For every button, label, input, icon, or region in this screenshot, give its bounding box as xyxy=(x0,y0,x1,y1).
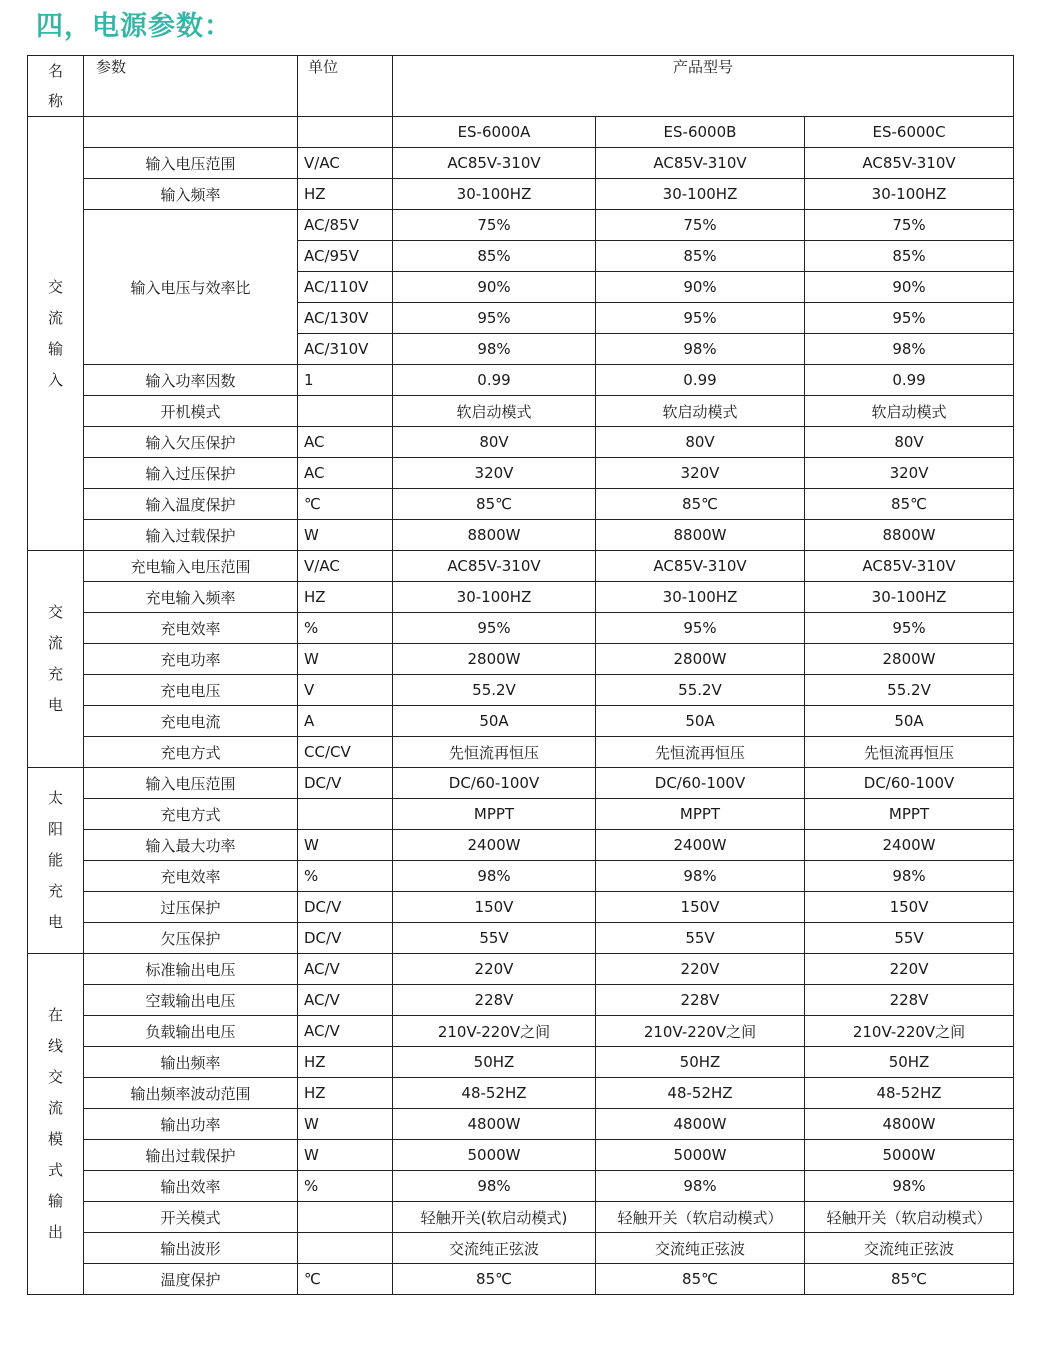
unit-cell: AC/V xyxy=(298,1016,393,1047)
value-cell: 55V xyxy=(805,923,1014,954)
value-cell: 150V xyxy=(805,892,1014,923)
value-cell: 98% xyxy=(393,861,596,892)
table-row xyxy=(28,644,1014,675)
value-cell: AC85V-310V xyxy=(393,551,596,582)
value-cell: 4800W xyxy=(393,1109,596,1140)
value-cell: 30-100HZ xyxy=(596,582,805,613)
table-row xyxy=(28,1233,1014,1264)
value-cell: 220V xyxy=(596,954,805,985)
power-spec-table xyxy=(27,55,1014,1295)
value-cell: 150V xyxy=(596,892,805,923)
value-cell: 30-100HZ xyxy=(393,582,596,613)
value-cell: 85℃ xyxy=(805,1264,1014,1295)
table-row xyxy=(28,706,1014,737)
param-name: 开机模式 xyxy=(84,396,298,427)
unit-cell: AC xyxy=(298,458,393,489)
value-cell: 75% xyxy=(596,210,805,241)
param-name: 输出频率 xyxy=(84,1047,298,1078)
value-cell: 80V xyxy=(393,427,596,458)
param-name: 充电输入频率 xyxy=(84,582,298,613)
unit-cell xyxy=(298,1233,393,1264)
value-cell: 98% xyxy=(596,1171,805,1202)
value-cell: 90% xyxy=(393,272,596,303)
value-cell: 320V xyxy=(805,458,1014,489)
value-cell: 85℃ xyxy=(596,1264,805,1295)
param-name: 充电方式 xyxy=(84,737,298,768)
table-row xyxy=(28,1171,1014,1202)
param-name: 充电效率 xyxy=(84,613,298,644)
value-cell: DC/60-100V xyxy=(805,768,1014,799)
unit-cell: DC/V xyxy=(298,892,393,923)
table-row xyxy=(28,1078,1014,1109)
value-cell: 210V-220V之间 xyxy=(805,1016,1014,1047)
value-cell: 220V xyxy=(805,954,1014,985)
value-cell: 软启动模式 xyxy=(805,396,1014,427)
value-cell: 95% xyxy=(393,613,596,644)
table-row xyxy=(28,799,1014,830)
value-cell: 98% xyxy=(805,861,1014,892)
unit-cell: % xyxy=(298,1171,393,1202)
unit-cell: HZ xyxy=(298,1078,393,1109)
value-cell: AC85V-310V xyxy=(805,551,1014,582)
param-name: 输出波形 xyxy=(84,1233,298,1264)
header-param: 参数 xyxy=(84,56,298,117)
param-name: 充电输入电压范围 xyxy=(84,551,298,582)
unit-cell: AC/110V xyxy=(298,272,393,303)
category-cell-1 xyxy=(28,551,84,768)
unit-cell: ℃ xyxy=(298,489,393,520)
value-cell: 轻触开关（软启动模式） xyxy=(805,1202,1014,1233)
value-cell: 软启动模式 xyxy=(393,396,596,427)
section-heading: 四，电源参数： xyxy=(36,11,232,42)
value-cell: 98% xyxy=(805,334,1014,365)
value-cell: 软启动模式 xyxy=(596,396,805,427)
param-name: 充电方式 xyxy=(84,799,298,830)
unit-cell: % xyxy=(298,613,393,644)
category-label: 太阳能充电 xyxy=(47,789,63,931)
value-cell: 2400W xyxy=(805,830,1014,861)
table-row xyxy=(28,365,1014,396)
param-name: 输入过载保护 xyxy=(84,520,298,551)
table-row xyxy=(28,551,1014,582)
value-cell: 50A xyxy=(805,706,1014,737)
value-cell: 320V xyxy=(596,458,805,489)
unit-cell: V xyxy=(298,675,393,706)
table-row xyxy=(28,1264,1014,1295)
table-row xyxy=(28,768,1014,799)
model-name: ES-6000C xyxy=(805,117,1014,148)
unit-cell: AC/95V xyxy=(298,241,393,272)
value-cell: 交流纯正弦波 xyxy=(805,1233,1014,1264)
value-cell: AC85V-310V xyxy=(805,148,1014,179)
header-row xyxy=(28,56,1014,117)
unit-cell: AC/V xyxy=(298,985,393,1016)
table-row xyxy=(28,210,1014,241)
value-cell: 85℃ xyxy=(596,489,805,520)
value-cell: 50A xyxy=(393,706,596,737)
table-row xyxy=(28,148,1014,179)
value-cell: 先恒流再恒压 xyxy=(596,737,805,768)
value-cell: 50HZ xyxy=(596,1047,805,1078)
unit-cell: 1 xyxy=(298,365,393,396)
value-cell: 98% xyxy=(596,334,805,365)
value-cell: 150V xyxy=(393,892,596,923)
unit-cell: AC xyxy=(298,427,393,458)
param-name: 空载输出电压 xyxy=(84,985,298,1016)
param-name: 输出功率 xyxy=(84,1109,298,1140)
table-row xyxy=(28,458,1014,489)
value-cell: 55V xyxy=(393,923,596,954)
spec-table-body xyxy=(28,56,1014,1295)
table-row xyxy=(28,1047,1014,1078)
param-name: 标准输出电压 xyxy=(84,954,298,985)
table-row xyxy=(28,1016,1014,1047)
category-label: 交流充电 xyxy=(47,603,63,714)
param-name: 温度保护 xyxy=(84,1264,298,1295)
model-name: ES-6000A xyxy=(393,117,596,148)
unit-cell: AC/310V xyxy=(298,334,393,365)
value-cell: 80V xyxy=(596,427,805,458)
value-cell: 95% xyxy=(596,303,805,334)
value-cell: 2400W xyxy=(596,830,805,861)
value-cell: 228V xyxy=(596,985,805,1016)
param-name: 输入频率 xyxy=(84,179,298,210)
unit-cell: DC/V xyxy=(298,768,393,799)
category-cell-0 xyxy=(28,117,84,551)
model-row-unit-blank xyxy=(298,117,393,148)
param-name: 输入功率因数 xyxy=(84,365,298,396)
value-cell: 5000W xyxy=(596,1140,805,1171)
header-name-cell xyxy=(28,56,84,117)
param-name: 输出频率波动范围 xyxy=(84,1078,298,1109)
value-cell: 48-52HZ xyxy=(805,1078,1014,1109)
value-cell: 30-100HZ xyxy=(596,179,805,210)
value-cell: 98% xyxy=(805,1171,1014,1202)
table-row xyxy=(28,489,1014,520)
value-cell: 85℃ xyxy=(805,489,1014,520)
param-name: 充电电流 xyxy=(84,706,298,737)
value-cell: 2800W xyxy=(805,644,1014,675)
model-row-param-blank xyxy=(84,117,298,148)
value-cell: 48-52HZ xyxy=(393,1078,596,1109)
value-cell: 轻触开关(软启动模式) xyxy=(393,1202,596,1233)
unit-cell: AC/V xyxy=(298,954,393,985)
table-row xyxy=(28,861,1014,892)
value-cell: 75% xyxy=(805,210,1014,241)
value-cell: 80V xyxy=(805,427,1014,458)
value-cell: 2400W xyxy=(393,830,596,861)
param-name: 充电功率 xyxy=(84,644,298,675)
value-cell: 4800W xyxy=(805,1109,1014,1140)
value-cell: 8800W xyxy=(805,520,1014,551)
param-name: 输入温度保护 xyxy=(84,489,298,520)
param-name: 充电效率 xyxy=(84,861,298,892)
value-cell: 30-100HZ xyxy=(805,582,1014,613)
value-cell: 90% xyxy=(805,272,1014,303)
value-cell: 4800W xyxy=(596,1109,805,1140)
value-cell: 48-52HZ xyxy=(596,1078,805,1109)
table-row xyxy=(28,582,1014,613)
value-cell: 220V xyxy=(393,954,596,985)
value-cell: 轻触开关（软启动模式） xyxy=(596,1202,805,1233)
table-row xyxy=(28,985,1014,1016)
unit-cell: AC/85V xyxy=(298,210,393,241)
value-cell: AC85V-310V xyxy=(596,551,805,582)
param-name: 过压保护 xyxy=(84,892,298,923)
unit-cell: HZ xyxy=(298,179,393,210)
value-cell: 8800W xyxy=(393,520,596,551)
value-cell: 50HZ xyxy=(805,1047,1014,1078)
value-cell: 30-100HZ xyxy=(393,179,596,210)
value-cell: 5000W xyxy=(393,1140,596,1171)
value-cell: 98% xyxy=(393,334,596,365)
header-name: 名称 xyxy=(47,62,63,110)
unit-cell: W xyxy=(298,644,393,675)
value-cell: 85% xyxy=(596,241,805,272)
value-cell: 55.2V xyxy=(596,675,805,706)
value-cell: 98% xyxy=(596,861,805,892)
param-name: 输入电压与效率比 xyxy=(84,210,298,365)
category-label: 交流输入 xyxy=(47,277,63,389)
value-cell: 85% xyxy=(805,241,1014,272)
value-cell: 95% xyxy=(805,303,1014,334)
value-cell: 交流纯正弦波 xyxy=(393,1233,596,1264)
param-name: 充电电压 xyxy=(84,675,298,706)
param-name: 输入欠压保护 xyxy=(84,427,298,458)
unit-cell: W xyxy=(298,830,393,861)
value-cell: 55.2V xyxy=(805,675,1014,706)
param-name: 输入电压范围 xyxy=(84,148,298,179)
unit-cell xyxy=(298,396,393,427)
unit-cell: HZ xyxy=(298,1047,393,1078)
param-name: 输出过载保护 xyxy=(84,1140,298,1171)
value-cell: 85% xyxy=(393,241,596,272)
category-label: 在线交流模式输出 xyxy=(47,1006,63,1241)
value-cell: 90% xyxy=(596,272,805,303)
value-cell: 50A xyxy=(596,706,805,737)
value-cell: 先恒流再恒压 xyxy=(805,737,1014,768)
unit-cell: A xyxy=(298,706,393,737)
unit-cell: CC/CV xyxy=(298,737,393,768)
value-cell: 交流纯正弦波 xyxy=(596,1233,805,1264)
value-cell: DC/60-100V xyxy=(393,768,596,799)
table-row xyxy=(28,830,1014,861)
param-name: 负载输出电压 xyxy=(84,1016,298,1047)
model-name: ES-6000B xyxy=(596,117,805,148)
value-cell: DC/60-100V xyxy=(596,768,805,799)
table-row xyxy=(28,923,1014,954)
unit-cell: W xyxy=(298,1140,393,1171)
value-cell: 2800W xyxy=(596,644,805,675)
unit-cell: % xyxy=(298,861,393,892)
table-row xyxy=(28,520,1014,551)
value-cell: 85℃ xyxy=(393,1264,596,1295)
value-cell: AC85V-310V xyxy=(393,148,596,179)
param-name: 输入最大功率 xyxy=(84,830,298,861)
table-row xyxy=(28,427,1014,458)
table-row xyxy=(28,954,1014,985)
value-cell: 75% xyxy=(393,210,596,241)
value-cell: 210V-220V之间 xyxy=(393,1016,596,1047)
value-cell: 95% xyxy=(393,303,596,334)
value-cell: MPPT xyxy=(596,799,805,830)
value-cell: 228V xyxy=(805,985,1014,1016)
table-row xyxy=(28,1109,1014,1140)
value-cell: 5000W xyxy=(805,1140,1014,1171)
category-cell-3 xyxy=(28,954,84,1295)
value-cell: 210V-220V之间 xyxy=(596,1016,805,1047)
value-cell: 98% xyxy=(393,1171,596,1202)
value-cell: 320V xyxy=(393,458,596,489)
model-row xyxy=(28,117,1014,148)
table-row xyxy=(28,675,1014,706)
value-cell: MPPT xyxy=(805,799,1014,830)
unit-cell xyxy=(298,1202,393,1233)
unit-cell: V/AC xyxy=(298,148,393,179)
category-cell-2 xyxy=(28,768,84,954)
table-row xyxy=(28,1140,1014,1171)
table-row xyxy=(28,179,1014,210)
param-name: 输入电压范围 xyxy=(84,768,298,799)
value-cell: 95% xyxy=(805,613,1014,644)
value-cell: MPPT xyxy=(393,799,596,830)
unit-cell: AC/130V xyxy=(298,303,393,334)
value-cell: 先恒流再恒压 xyxy=(393,737,596,768)
value-cell: 0.99 xyxy=(596,365,805,396)
value-cell: 8800W xyxy=(596,520,805,551)
param-name: 开关模式 xyxy=(84,1202,298,1233)
value-cell: 50HZ xyxy=(393,1047,596,1078)
header-product-model: 产品型号 xyxy=(393,56,1014,117)
value-cell: 55.2V xyxy=(393,675,596,706)
unit-cell: W xyxy=(298,1109,393,1140)
value-cell: 2800W xyxy=(393,644,596,675)
unit-cell: ℃ xyxy=(298,1264,393,1295)
table-row xyxy=(28,396,1014,427)
unit-cell: HZ xyxy=(298,582,393,613)
table-row xyxy=(28,1202,1014,1233)
value-cell: 85℃ xyxy=(393,489,596,520)
value-cell: 228V xyxy=(393,985,596,1016)
table-row xyxy=(28,613,1014,644)
param-name: 输入过压保护 xyxy=(84,458,298,489)
unit-cell: W xyxy=(298,520,393,551)
value-cell: 0.99 xyxy=(805,365,1014,396)
param-name: 欠压保护 xyxy=(84,923,298,954)
header-unit: 单位 xyxy=(298,56,393,117)
unit-cell: DC/V xyxy=(298,923,393,954)
value-cell: 30-100HZ xyxy=(805,179,1014,210)
table-row xyxy=(28,737,1014,768)
value-cell: 95% xyxy=(596,613,805,644)
param-name: 输出效率 xyxy=(84,1171,298,1202)
value-cell: 0.99 xyxy=(393,365,596,396)
unit-cell: V/AC xyxy=(298,551,393,582)
unit-cell xyxy=(298,799,393,830)
table-row xyxy=(28,892,1014,923)
value-cell: AC85V-310V xyxy=(596,148,805,179)
value-cell: 55V xyxy=(596,923,805,954)
